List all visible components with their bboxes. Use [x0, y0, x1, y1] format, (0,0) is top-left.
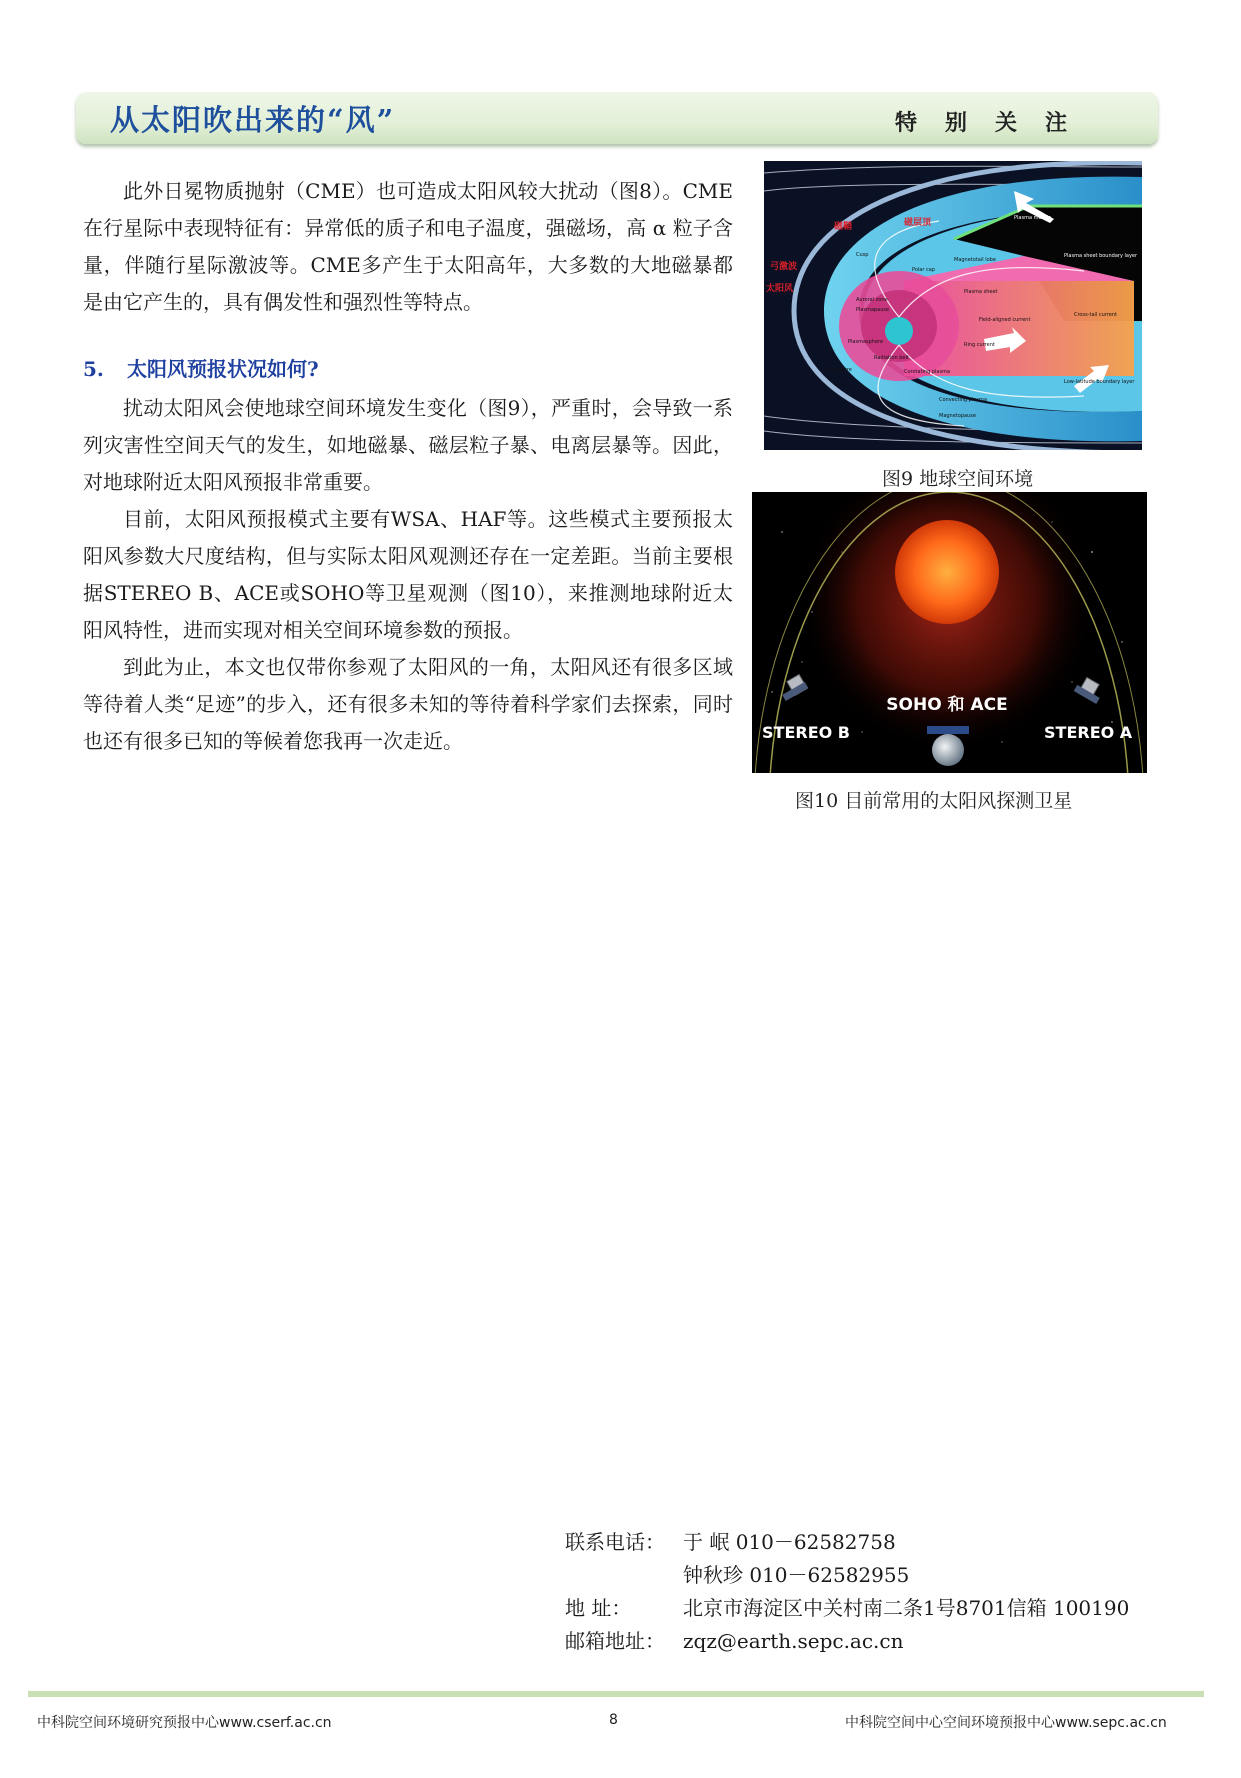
satellites-illustration	[752, 492, 1147, 773]
label-magnetotail-lobe: Magnetotail lobe	[954, 257, 996, 263]
section-title: 太阳风预报状况如何?	[127, 357, 319, 381]
section-number: 5.	[83, 357, 104, 381]
figure-10-caption: 图10 目前常用的太阳风探测卫星	[795, 790, 1073, 812]
label-radiation-belt: Radiation belt	[874, 355, 909, 361]
label-plasma-sheet: Plasma sheet	[964, 289, 998, 295]
contact-email-row	[565, 1625, 1129, 1658]
address: 北京市海淀区中关村南二条1号8701信箱 100190	[683, 1596, 1130, 1620]
label-plasmasphere: Plasmasphere	[848, 339, 884, 345]
label-stereo-a: STEREO A	[1044, 723, 1133, 742]
figure-10-satellites	[752, 492, 1147, 773]
label-ionosphere: Ionosphere	[824, 367, 852, 373]
contact-address-row	[565, 1592, 1129, 1625]
label-magnetopause: 磁层顶	[904, 218, 932, 228]
section-paragraph-1: 扰动太阳风会使地球空间环境发生变化（图9），严重时，会导致一系列灾害性空间天气的发生，如地磁暴、磁层粒子暴、电离层暴等。因此，对地球附近太阳风预报非常重要。	[83, 396, 733, 494]
intro-paragraph-block	[83, 173, 733, 321]
contact-phone-row	[565, 1526, 1129, 1559]
email-link[interactable]: zqz@earth.sepc.ac.cn	[683, 1629, 904, 1653]
label-llbl: Low-latitude boundary layer	[1064, 379, 1135, 385]
contact-info	[565, 1526, 1129, 1658]
intro-paragraph: 此外日冕物质抛射（CME）也可造成太阳风较大扰动（图8）。CME在行星际中表现特征有：异常低的质子和电子温度，强磁场，高 α 粒子含量，伴随行星际激波等。CME多产生于太阳高年，大多数的大地磁暴都是由它产生的，具有偶发性和强烈性等特点。	[83, 179, 733, 314]
label-solar-wind: 太阳风	[766, 284, 794, 294]
label-plasma-mantle: Plasma mantle	[1014, 215, 1052, 221]
label-soho-ace: SOHO 和 ACE	[886, 695, 1008, 715]
label-magnetopause-bottom: Magnetopause	[939, 413, 976, 419]
label-corotating-plasma: Corotating plasma	[904, 369, 951, 375]
label-stereo-b: STEREO B	[762, 723, 850, 742]
label-cusp: Cusp	[856, 252, 869, 258]
label-magnetosheath: 磁鞘	[834, 222, 853, 232]
page-number: 8	[609, 1712, 618, 1728]
email-label: 邮箱地址：	[565, 1629, 665, 1653]
footer-right: 中科院空间中心空间环境预报中心www.sepc.ac.cn	[845, 1715, 1167, 1731]
figure-9-magnetosphere	[764, 161, 1142, 450]
label-polar-cap: Polar cap	[912, 267, 935, 273]
figure-9-caption: 图9 地球空间环境	[882, 468, 1034, 490]
section-body	[83, 390, 733, 760]
section-paragraph-2: 目前，太阳风预报模式主要有WSA、HAF等。这些模式主要预报太阳风参数大尺度结构，但与实际太阳风观测还存在一定差距。当前主要根据STEREO B、ACE或SOHO等卫星观测（图10），来推测地球附近太阳风特性，进而实现对相关空间环境参数的预报。	[83, 507, 733, 642]
label-bow-shock: 弓激波	[770, 262, 798, 272]
section-label: 特别关注	[895, 111, 1096, 136]
label-field-aligned: Field-aligned current	[979, 317, 1031, 323]
phone-1: 于 岷 010－62582758	[683, 1530, 896, 1554]
section-paragraph-3: 到此为止，本文也仅带你参观了太阳风的一角，太阳风还有很多区域等待着人类“足迹”的步入，还有很多未知的等待着科学家们去探索，同时也还有很多已知的等候着您我再一次走近。	[83, 655, 733, 753]
label-auroral-zone: Auroral zone	[856, 297, 888, 303]
contact-phone-row-2	[565, 1559, 1129, 1592]
label-convecting-plasma: Convecting plasma	[939, 397, 987, 403]
label-cross-tail: Cross-tail current	[1074, 312, 1117, 318]
label-plasmapause: Plasmapause	[856, 307, 890, 313]
phone-label: 联系电话：	[565, 1530, 665, 1554]
label-ring-current: Ring current	[964, 342, 995, 348]
footer-left: 中科院空间环境研究预报中心www.cserf.ac.cn	[37, 1715, 332, 1731]
address-label: 地 址：	[565, 1596, 632, 1620]
page-title: 从太阳吹出来的“风”	[110, 103, 396, 137]
section-heading	[83, 353, 319, 382]
label-psbl: Plasma sheet boundary layer	[1064, 253, 1138, 259]
phone-2: 钟秋珍 010－62582955	[683, 1563, 910, 1587]
label-magnetopause-current: Magnetopause current	[1054, 171, 1111, 177]
magnetosphere-diagram	[764, 161, 1142, 450]
footer-divider	[28, 1691, 1204, 1697]
